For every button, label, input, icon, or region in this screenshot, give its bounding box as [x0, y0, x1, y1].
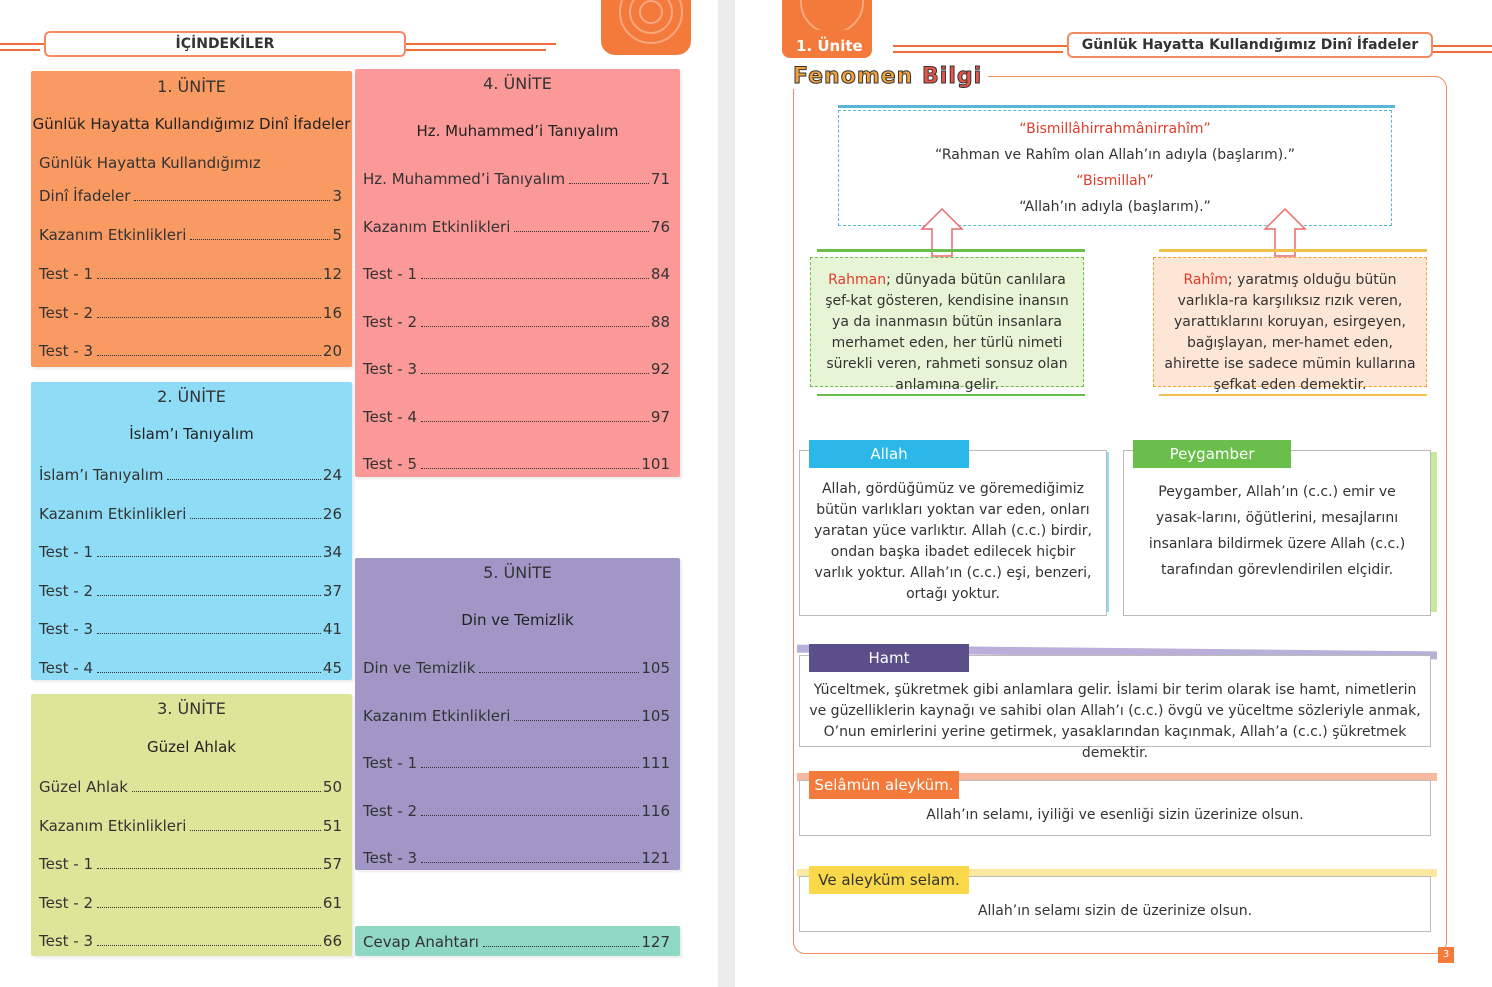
selam-tag: Selâmün aleyküm. — [809, 771, 959, 799]
fenomen-bilgi-logo: Fenomen Bilgi — [793, 64, 988, 89]
toc-row[interactable]: Dinî İfadeler 3 — [39, 187, 342, 205]
toc-title: İÇİNDEKİLER — [44, 31, 406, 57]
selam-box: Allah’ın selamı, iyiliği ve esenliği sizin üzerinize olsun. — [799, 780, 1431, 836]
toc-row[interactable]: Test - 3 66 — [39, 932, 342, 950]
header-stripe — [406, 49, 546, 51]
toc-row[interactable]: Kazanım Etkinlikleri 105 — [363, 707, 670, 725]
toc-row[interactable]: Test - 2 37 — [39, 582, 342, 600]
toc-row[interactable]: Test - 5 101 — [363, 455, 670, 473]
toc-row[interactable]: Test - 1 12 — [39, 265, 342, 283]
header-stripe — [406, 43, 556, 45]
toc-row[interactable]: İslam’ı Tanıyalım 24 — [39, 466, 342, 484]
header-stripe — [893, 51, 1063, 53]
box-border-bottom — [817, 394, 1085, 396]
allah-box: Allah, gördüğümüz ve göremediğimiz bütün varlıkları yoktan var eden, onları yaratan yüce varlıktır. Allah (c.c.) birdir, ondan başka ibadet edilecek hiçbir varlık yoktur. Allah’ın (c.c.) eşi, benzeri, ortağı yoktur. — [799, 450, 1107, 616]
box-border-top — [838, 105, 1395, 108]
toc-row[interactable]: Test - 3 41 — [39, 620, 342, 638]
header-stripe — [1431, 45, 1492, 47]
toc-row[interactable]: Test - 2 61 — [39, 894, 342, 912]
unit-1-heading: 1. ÜNİTE — [157, 77, 226, 96]
toc-row[interactable]: Test - 2 116 — [363, 802, 670, 820]
header-stripe — [0, 49, 40, 51]
hamt-box: Yüceltmek, şükretmek gibi anlamlara gelir. İslami bir terim olarak ise hamt, nimetlerin ve güzelliklerin kaynağı ve sahibi olan Allah’ı (c.c.) övgü ve yüceltme sözleriyle anmak, O’nun emirlerini yerine getirmek, yasaklarından kaçınmak, Allah’a (c.c.) şükretmek demektir. — [799, 655, 1431, 747]
toc-row[interactable]: Din ve Temizlik 105 — [363, 659, 670, 677]
aleykum-box: Allah’ın selamı sizin de üzerinize olsun. — [799, 876, 1431, 932]
toc-row[interactable]: Cevap Anahtarı 127 — [363, 933, 670, 951]
toc-row[interactable]: Test - 3 20 — [39, 342, 342, 360]
toc-row[interactable]: Test - 1 34 — [39, 543, 342, 561]
toc-row[interactable]: Test - 2 16 — [39, 304, 342, 322]
unit-2-subtitle: İslam’ı Tanıyalım — [129, 425, 254, 443]
toc-row[interactable]: Test - 1 57 — [39, 855, 342, 873]
header-stripe — [1431, 51, 1492, 53]
orange-decoration — [601, 0, 691, 55]
unit-5-box — [355, 558, 680, 870]
unit-tab: 1. Ünite — [782, 30, 872, 58]
hamt-tag: Hamt — [809, 644, 969, 672]
aleykum-tag: Ve aleyküm selam. — [809, 866, 969, 894]
unit-1-box — [31, 71, 352, 367]
unit-3-subtitle: Güzel Ahlak — [147, 738, 236, 756]
header-stripe — [893, 45, 1069, 47]
peygamber-tag: Peygamber — [1133, 440, 1291, 468]
toc-row[interactable]: Test - 1 84 — [363, 265, 670, 283]
toc-row[interactable]: Kazanım Etkinlikleri 76 — [363, 218, 670, 236]
unit-4-subtitle: Hz. Muhammed’i Tanıyalım — [416, 122, 619, 140]
unit-3-heading: 3. ÜNİTE — [157, 699, 226, 718]
allah-tag: Allah — [809, 440, 969, 468]
unit-3-box — [31, 694, 352, 956]
rahman-box: Rahman; dünyada bütün canlılara şef-kat gösteren, kendisine inansın ya da inanmasın bütün insanlara merhamet eden, her türlü nimeti sürekli veren, rahmeti sonsuz olan anlamına gelir. — [810, 257, 1084, 387]
unit-4-box — [355, 69, 680, 477]
box-border-top — [817, 249, 1085, 252]
unit-5-subtitle: Din ve Temizlik — [461, 611, 574, 629]
answer-key-box — [355, 926, 680, 956]
rahim-box: Rahîm; yaratmış olduğu bütün varlıkla-ra karşılıksız rızık veren, yarattıklarını koruyan, esirgeyen, bağışlayan, mer-hamet eden, ahirette ise sadece mümin kullarına şefkat eden demektir. — [1153, 257, 1427, 387]
box-border-top — [1159, 249, 1427, 252]
box-border-bottom — [1159, 394, 1427, 396]
peygamber-box: Peygamber, Allah’ın (c.c.) emir ve yasak-larını, öğütlerini, mesajlarını insanlara bildirmek üzere Allah (c.c.) tarafından görevlendirilen elçidir. — [1123, 450, 1431, 616]
toc-row[interactable]: Güzel Ahlak 50 — [39, 778, 342, 796]
page-number: 3 — [1438, 947, 1454, 963]
toc-row[interactable]: Test - 4 97 — [363, 408, 670, 426]
toc-row[interactable]: Kazanım Etkinlikleri 51 — [39, 817, 342, 835]
orange-decoration — [782, 0, 872, 30]
header-title: Günlük Hayatta Kullandığımız Dinî İfadeler — [1067, 32, 1433, 58]
toc-row[interactable]: Test - 3 121 — [363, 849, 670, 867]
toc-row[interactable]: Test - 4 45 — [39, 659, 342, 677]
unit-5-heading: 5. ÜNİTE — [483, 563, 552, 582]
unit-2-heading: 2. ÜNİTE — [157, 387, 226, 406]
toc-row[interactable]: Test - 1 111 — [363, 754, 670, 772]
unit-1-subtitle: Günlük Hayatta Kullandığımız Dinî İfadeler — [32, 115, 351, 133]
toc-row[interactable]: Hz. Muhammed’i Tanıyalım 71 — [363, 170, 670, 188]
right-page — [735, 0, 1492, 987]
toc-row[interactable]: Kazanım Etkinlikleri 5 — [39, 226, 342, 244]
toc-row[interactable]: Kazanım Etkinlikleri 26 — [39, 505, 342, 523]
header-stripe — [0, 43, 46, 45]
unit-4-heading: 4. ÜNİTE — [483, 74, 552, 93]
basmala-text: “Bismillâhirrahmânirrahîm” “Rahman ve Rahîm olan Allah’ın adıyla (başlarım).” “Bismillah” “Allah’ın adıyla (başlarım).” — [935, 121, 1295, 215]
unit-1-first-line: Günlük Hayatta Kullandığımız — [39, 154, 261, 172]
left-page — [0, 0, 718, 987]
toc-row[interactable]: Test - 3 92 — [363, 360, 670, 378]
unit-2-box — [31, 382, 352, 680]
toc-row[interactable]: Test - 2 88 — [363, 313, 670, 331]
